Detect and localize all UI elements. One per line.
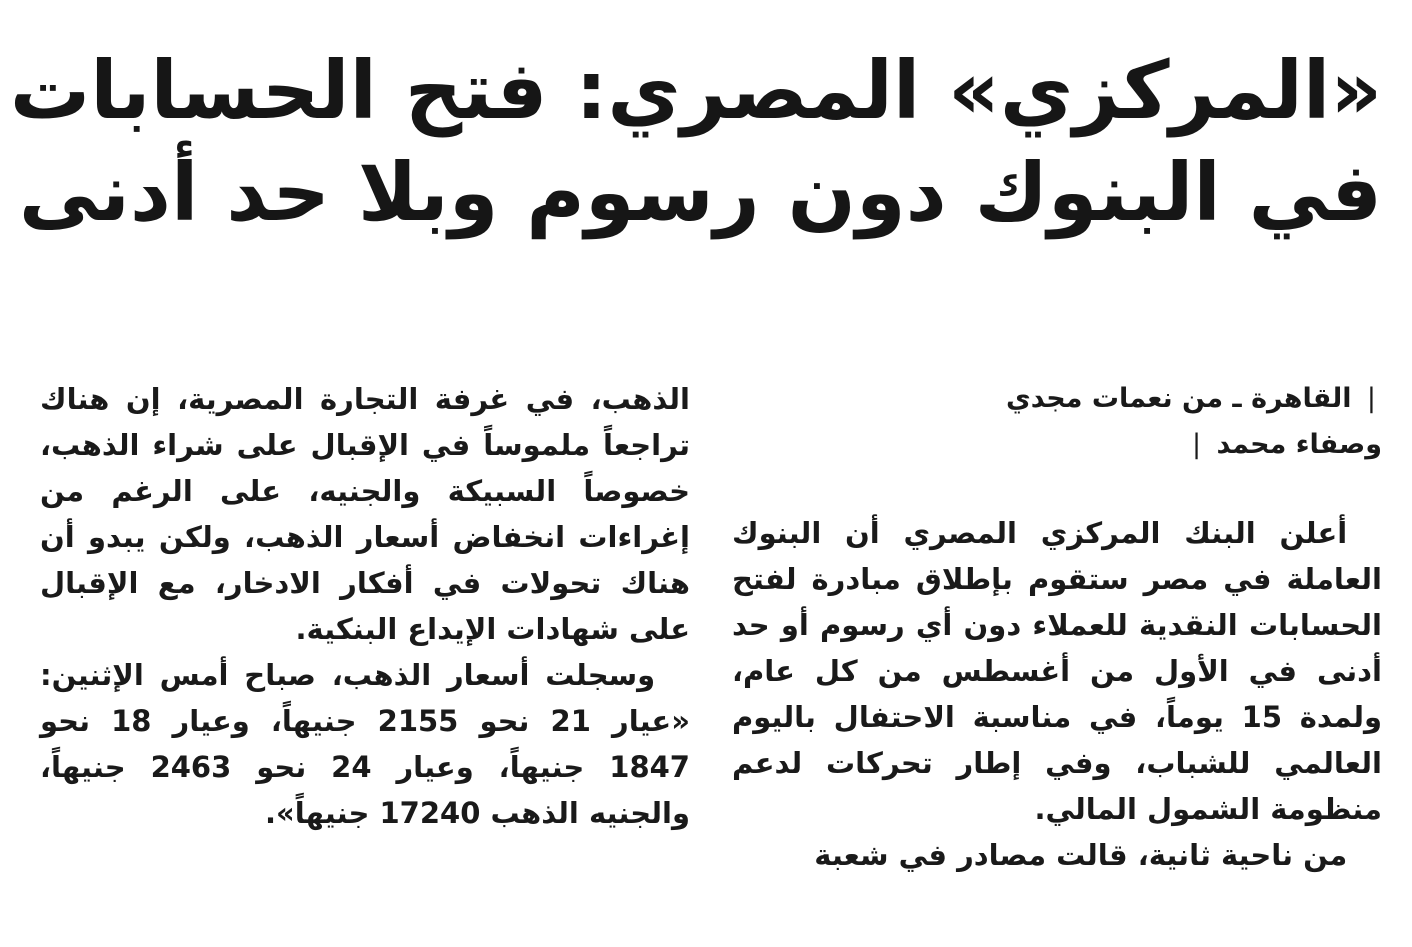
headline — [9, 40, 1382, 244]
article-column-left — [40, 376, 690, 836]
byline-author-2: وصفاء محمد — [1216, 429, 1382, 460]
byline-divider: | — [1191, 429, 1202, 460]
body-paragraph: وسجلت أسعار الذهب، صباح أمس الإثنين: «عيار 21 نحو 2155 جنيهاً، وعيار 18 نحو 1847 جنيهاً، وعيار 24 نحو 2463 جنيهاً، والجنيه الذهب 17240 جنيهاً». — [40, 658, 690, 830]
byline-author-1: القاهرة ـ من نعمات مجدي — [1005, 383, 1352, 414]
byline-divider: | — [1366, 383, 1376, 414]
headline-line-1: «المركزي» المصري: فتح الحسابات — [9, 44, 1382, 137]
body-paragraph: أعلن البنك المركزي المصري أن البنوك العاملة في مصر ستقوم بإطلاق مبادرة لفتح الحسابات النقدية للعملاء دون أي رسوم أو حد أدنى في الأول من أغسطس من كل عام، ولمدة 15 يوماً، في مناسبة الاحتفال باليوم العالمي للشباب، وفي إطار تحركات لدعم منظومة الشمول المالي. — [732, 516, 1382, 826]
byline — [732, 376, 1382, 468]
body-paragraph: الذهب، في غرفة التجارة المصرية، إن هناك تراجعاً ملموساً في الإقبال على شراء الذهب، خصوصاً السبيكة والجنيه، على الرغم من إغراءات انخفاض أسعار الذهب، ولكن يبدو أن هناك تحولات في أفكار الادخار، مع الإقبال على شهادات الإيداع البنكية. — [40, 382, 690, 646]
article-column-right — [732, 376, 1382, 878]
headline-line-2: في البنوك دون رسوم وبلا حد أدنى — [18, 146, 1382, 239]
body-paragraph: من ناحية ثانية، قالت مصادر في شعبة — [814, 838, 1348, 872]
